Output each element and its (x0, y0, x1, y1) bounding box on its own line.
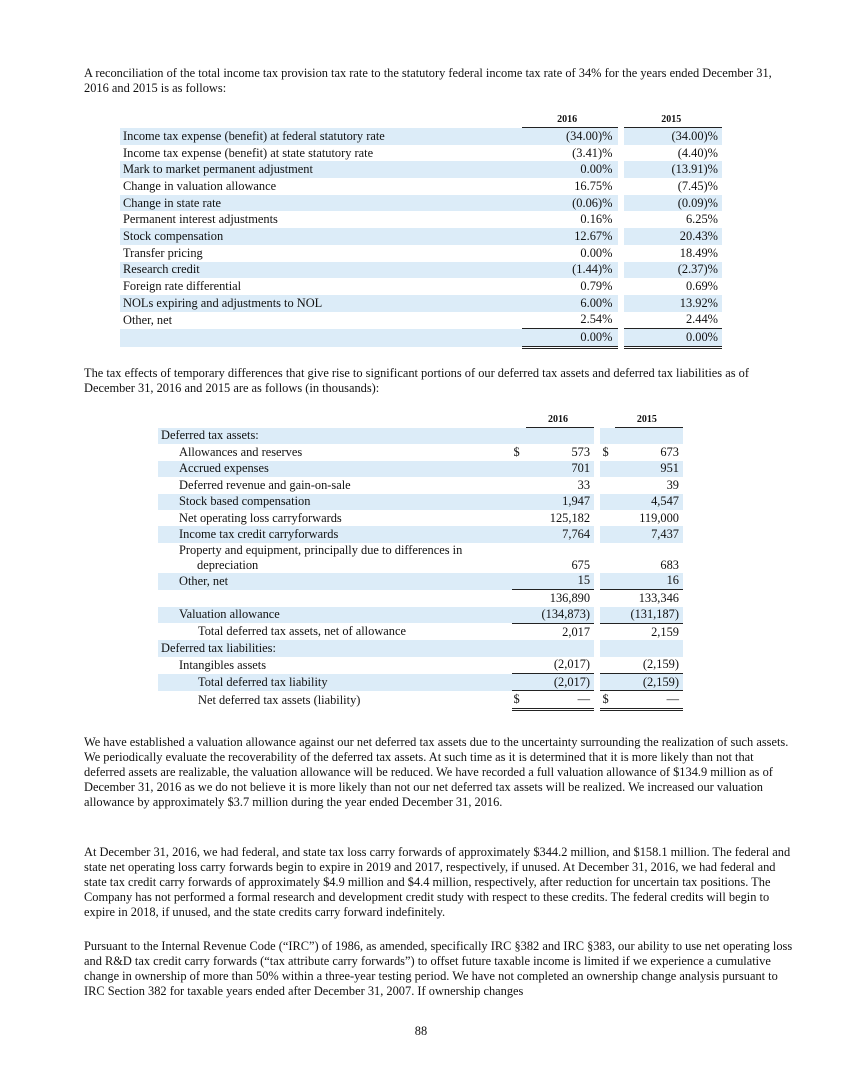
value-2015: 20.43% (679, 228, 718, 243)
value-2016: 2.54% (522, 312, 619, 329)
value-2016: 675 (571, 557, 591, 572)
value-2015: (2,159) (615, 657, 683, 674)
value-2016: 0.16% (580, 212, 613, 227)
row-label: Deferred revenue and gain-on-sale (179, 477, 351, 492)
tax-rate-reconciliation-table (120, 112, 722, 349)
table-row (158, 477, 683, 493)
subtotal-2015: 133,346 (638, 590, 679, 605)
value-2016: (2,017) (526, 674, 594, 691)
row-label: Permanent interest adjustments (123, 212, 278, 227)
row-label: Change in state rate (123, 195, 222, 210)
total-row (120, 329, 722, 348)
currency-symbol: $ (512, 691, 526, 709)
value-2015: (2.37)% (677, 262, 718, 277)
valuation-allowance-paragraph: We have established a valuation allowance against our net deferred tax assets due to the uncertainty surrounding the realization of such assets. We periodically evaluate the recoverability of the deferred tax assets. At such time as it is determined that it is more likely than not that deferred assets are realizable, the valuation allowance will be reduced. We have recorded a full valuation allowance of $134.9 million as of December 31, 2016 as we do not believe it is more likely than not our net deferred tax assets will be realized. We increased our valuation allowance by approximately $3.7 million during the year ended December 31, 2016. (84, 735, 789, 809)
table-row (158, 510, 683, 526)
row-label: Stock based compensation (179, 494, 311, 509)
intro-paragraph-deferred: The tax effects of temporary differences that give rise to significant portions of our deferred tax assets and deferred tax liabilities as of December 31, 2016 and 2015 are as follows (in thousands): (84, 366, 749, 395)
row-label: Income tax credit carryforwards (179, 527, 339, 542)
table-header-row (158, 412, 683, 428)
table-row (120, 245, 722, 262)
value-2015: 119,000 (639, 510, 679, 525)
table-row (158, 573, 683, 590)
value-2016: 7,764 (562, 527, 591, 542)
table-row (158, 657, 683, 674)
value-2016: 15 (526, 573, 594, 590)
table-row (120, 278, 722, 295)
row-label: Income tax expense (benefit) at federal statutory rate (123, 128, 385, 143)
row-label: Transfer pricing (123, 245, 203, 260)
row-label: Income tax expense (benefit) at state statutory rate (123, 145, 374, 160)
currency-symbol: $ (602, 445, 609, 460)
row-label: NOLs expiring and adjustments to NOL (123, 295, 323, 310)
row-label: Net deferred tax assets (liability) (198, 692, 361, 707)
deferred-tax-table (158, 412, 683, 711)
row-label: Accrued expenses (179, 461, 269, 476)
currency-symbol: $ (513, 445, 520, 460)
carry-forwards-paragraph: At December 31, 2016, we had federal, and state tax loss carry forwards of approximately $344.2 million, and $158.1 million. The federal and state net operating loss carry forwards begin to expire in 2019 and 2017, respectively, if unused. At December 31, 2016, we had federal and state tax credit carry forwards of approximately $4.9 million and $4.4 million, respectively, after reduction for uncertain tax positions. The Company has not performed a formal research and development credit study with respect to these credits. The federal credits will begin to expire in 2018, if unused, and the state credits carry forward indefinitely. (84, 845, 791, 919)
row-label: Intangibles assets (179, 657, 267, 672)
table-row (158, 623, 683, 640)
row-label: Change in valuation allowance (123, 178, 277, 193)
value-2015: 2.44% (624, 312, 722, 329)
value-2015: 2,159 (651, 624, 679, 639)
value-2016: 125,182 (549, 510, 591, 525)
value-2015: 39 (666, 477, 679, 492)
value-2016: (0.06)% (572, 195, 613, 210)
value-2015: — (615, 691, 683, 709)
row-label: Stock compensation (123, 228, 224, 243)
currency-symbol: $ (600, 691, 614, 709)
table-row (120, 228, 722, 245)
table-row (120, 295, 722, 312)
row-label: Deferred tax liabilities: (161, 640, 276, 655)
table-row (158, 526, 683, 542)
intro-paragraph-rate: A reconciliation of the total income tax provision tax rate to the statutory federal income tax rate of 34% for the years ended December 31, 2016 and 2015 is as follows: (84, 66, 772, 95)
table-row (158, 494, 683, 510)
value-2016: (34.00)% (565, 128, 613, 143)
row-label: Net operating loss carryforwards (179, 510, 342, 525)
value-2015: 0.69% (685, 279, 718, 294)
value-2016: — (526, 691, 594, 709)
value-2015: 683 (660, 557, 679, 572)
row-label: Property and equipment, principally due to differences in depreciation (179, 542, 463, 572)
row-label: Total deferred tax assets, net of allowance (198, 624, 406, 639)
value-2016: 0.00% (580, 162, 613, 177)
table-row (120, 195, 722, 212)
table-row (158, 607, 683, 624)
value-2016: (2,017) (526, 657, 594, 674)
table-row (120, 178, 722, 195)
value-2016: 2,017 (562, 624, 591, 639)
table-row (158, 674, 683, 691)
value-2016: (134,873) (526, 607, 594, 624)
col-header-2015: 2015 (615, 412, 683, 428)
section-heading-liabilities (158, 640, 683, 656)
value-2015: 673 (660, 445, 679, 460)
row-label: Valuation allowance (179, 607, 280, 622)
subtotal-row (158, 590, 683, 607)
value-2015: 18.49% (679, 245, 718, 260)
table-header-row (120, 112, 722, 128)
value-2015: 6.25% (685, 212, 718, 227)
value-2016: 12.67% (574, 228, 613, 243)
table-row (120, 211, 722, 228)
total-2016: 0.00% (522, 329, 619, 348)
value-2016: 701 (571, 461, 591, 476)
total-2015: 0.00% (624, 329, 722, 348)
table-row (120, 128, 722, 145)
value-2015: (2,159) (615, 674, 683, 691)
table-row (120, 145, 722, 162)
row-label: Research credit (123, 262, 200, 277)
col-header-2016: 2016 (526, 412, 594, 428)
value-2015: 16 (615, 573, 683, 590)
value-2015: (0.09)% (677, 195, 718, 210)
value-2016: 0.79% (580, 279, 613, 294)
value-2015: 4,547 (651, 494, 679, 509)
value-2015: 7,437 (651, 527, 679, 542)
value-2015: 13.92% (679, 295, 718, 310)
table-row (158, 543, 683, 573)
subtotal-2016: 136,890 (549, 590, 591, 605)
row-label: Total deferred tax liability (198, 674, 328, 689)
row-label: Other, net (123, 312, 173, 327)
value-2016: 33 (577, 477, 591, 492)
value-2015: (131,187) (615, 607, 683, 624)
table-row (158, 461, 683, 477)
value-2016: 1,947 (562, 494, 591, 509)
section-heading-assets (158, 428, 683, 445)
row-label: Deferred tax assets: (161, 428, 259, 443)
value-2015: (7.45)% (677, 178, 718, 193)
net-row (158, 691, 683, 709)
value-2016: 573 (571, 445, 591, 460)
row-label: Allowances and reserves (179, 445, 303, 460)
table-row (120, 161, 722, 178)
value-2016: (3.41)% (572, 145, 613, 160)
value-2016: (1.44)% (572, 262, 613, 277)
row-label: Foreign rate differential (123, 279, 242, 294)
value-2016: 16.75% (574, 178, 613, 193)
value-2015: 951 (660, 461, 679, 476)
col-header-2016: 2016 (522, 112, 619, 128)
value-2015: (34.00)% (671, 128, 718, 143)
page-number: 88 (414, 1024, 428, 1038)
table-row (120, 262, 722, 279)
col-header-2015: 2015 (624, 112, 722, 128)
row-label: Mark to market permanent adjustment (123, 162, 313, 177)
row-label: Other, net (179, 573, 229, 588)
table-row (158, 444, 683, 460)
value-2016: 0.00% (580, 245, 613, 260)
value-2015: (4.40)% (677, 145, 718, 160)
value-2015: (13.91)% (671, 162, 718, 177)
value-2016: 6.00% (580, 295, 613, 310)
table-row (120, 312, 722, 329)
irc-section-paragraph: Pursuant to the Internal Revenue Code (“IRC”) of 1986, as amended, specifically IRC §382 and IRC §383, our ability to use net operating loss and R&D tax credit carry forwards (“tax attribute carry forwards”) to offset future taxable income is limited if we experience a cumulative change in ownership of more than 50% within a three-year testing period. We have not completed an ownership change analysis pursuant to IRC Section 382 for taxable years ended after December 31, 2007. If ownership changes (84, 939, 793, 998)
